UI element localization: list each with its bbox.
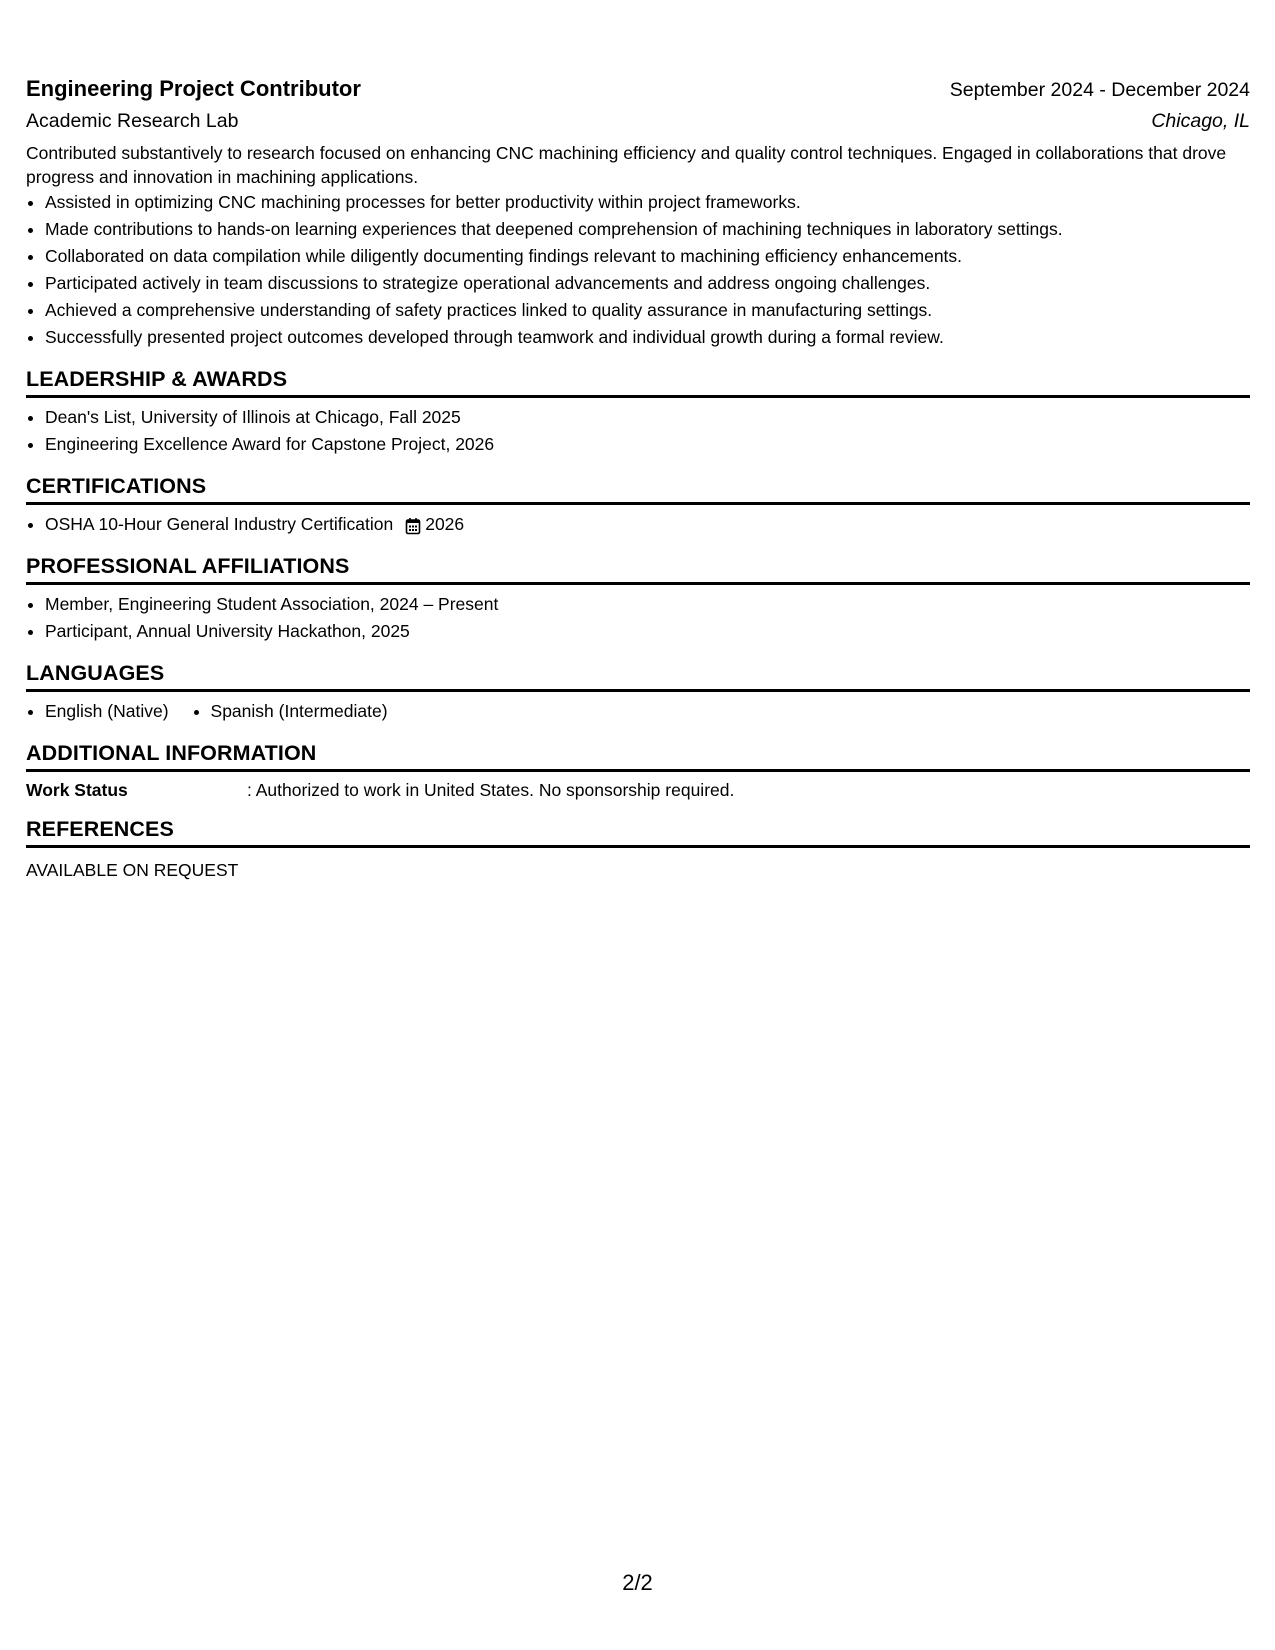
list-item: • English (Native): [45, 698, 169, 725]
languages-section: [26, 661, 1250, 725]
leadership-section: [26, 367, 1250, 458]
resume-page: [26, 76, 1250, 881]
list-item: • Assisted in optimizing CNC machining processes for better productivity within project frameworks.: [45, 189, 1250, 216]
additional-section: [26, 741, 1250, 801]
experience-entry: [26, 76, 1250, 351]
certifications-list: [26, 511, 1250, 538]
job-bullets: [26, 189, 1250, 351]
work-status-label: Work Status: [26, 780, 128, 800]
references-text: AVAILABLE ON REQUEST: [26, 860, 239, 880]
work-status-row: [26, 780, 1250, 801]
job-subheader: [26, 110, 1250, 133]
job-summary: Contributed substantively to research focused on enhancing CNC machining efficiency and quality control techniques. Engaged in collaborations that drove progress and innovation in machining applications.: [26, 143, 1227, 187]
section-title: PROFESSIONAL AFFILIATIONS: [26, 554, 1250, 585]
section-title: LANGUAGES: [26, 661, 1250, 692]
section-title: ADDITIONAL INFORMATION: [26, 741, 1250, 772]
list-item: • Engineering Excellence Award for Capstone Project, 2026: [45, 431, 1250, 458]
list-item: • Participated actively in team discussions to strategize operational advancements and address ongoing challenges.: [45, 270, 1250, 297]
section-title: LEADERSHIP & AWARDS: [26, 367, 1250, 398]
list-item: [45, 511, 1250, 538]
list-item: • Dean's List, University of Illinois at Chicago, Fall 2025: [45, 404, 1250, 431]
list-item: • Collaborated on data compilation while diligently documenting findings relevant to machining efficiency enhancements.: [45, 243, 1250, 270]
job-location: Chicago, IL: [1151, 110, 1250, 132]
calendar-icon: [405, 516, 421, 534]
certification-year: 2026: [425, 514, 465, 534]
page-number: 2/2: [622, 1570, 653, 1595]
list-item: • Member, Engineering Student Association, 2024 – Present: [45, 591, 1250, 618]
affiliations-list: [26, 591, 1250, 645]
leadership-list: [26, 404, 1250, 458]
work-status-value: : Authorized to work in United States. No sponsorship required.: [247, 780, 735, 800]
affiliations-section: [26, 554, 1250, 645]
job-dates: September 2024 - December 2024: [949, 79, 1250, 101]
references-section: [26, 817, 1250, 881]
list-item: • Made contributions to hands-on learning experiences that deepened comprehension of machining techniques in laboratory settings.: [45, 216, 1250, 243]
job-title: Engineering Project Contributor: [26, 76, 361, 101]
section-title: REFERENCES: [26, 817, 1250, 848]
job-organization: Academic Research Lab: [26, 110, 239, 132]
section-title: CERTIFICATIONS: [26, 474, 1250, 505]
certification-name: OSHA 10-Hour General Industry Certification: [45, 514, 394, 534]
certifications-section: [26, 474, 1250, 538]
list-item: • Participant, Annual University Hackathon, 2025: [45, 618, 1250, 645]
languages-list: [26, 698, 1250, 725]
job-header: [26, 76, 1250, 102]
list-item: • Spanish (Intermediate): [211, 698, 388, 725]
list-item: • Achieved a comprehensive understanding of safety practices linked to quality assurance in manufacturing settings.: [45, 297, 1250, 324]
list-item: • Successfully presented project outcomes developed through teamwork and individual growth during a formal review.: [45, 324, 1250, 351]
